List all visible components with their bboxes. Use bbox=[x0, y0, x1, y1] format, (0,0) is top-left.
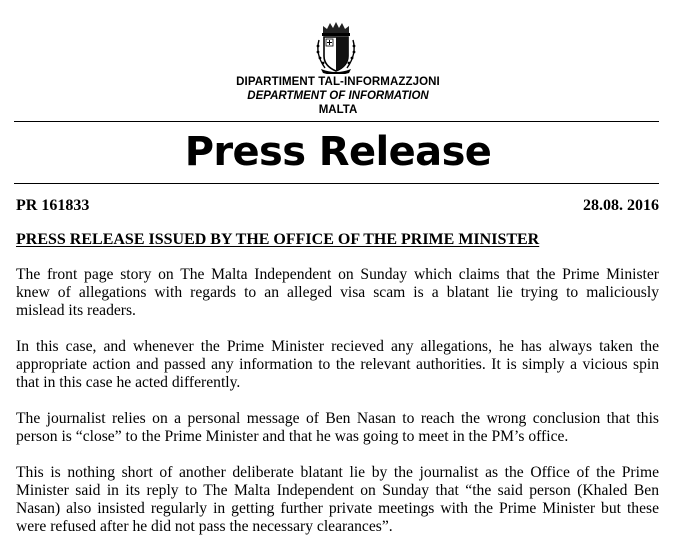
paragraph-2 bbox=[16, 338, 659, 392]
paragraph-line: person is “close” to the Prime Minister and that he was going to meet in the PM’s office. bbox=[16, 428, 569, 445]
paragraph-line: were refused after he did not pass the necessary clearances”. bbox=[16, 518, 393, 535]
press-release-number: PR 161833 bbox=[16, 197, 90, 214]
paragraph-line: This is nothing short of another deliberate blatant lie by the journalist as the Office of the Prime bbox=[16, 464, 659, 481]
paragraph-line: appropriate action and passed any information to the relevant authorities. It is simply a vicious spin bbox=[16, 356, 659, 373]
paragraph-line: mislead its readers. bbox=[16, 302, 136, 319]
paragraph-line: Minister said in its reply to The Malta Independent on Sunday that “the said person (Khaled Ben bbox=[16, 482, 659, 499]
malta-coat-of-arms-icon bbox=[311, 20, 361, 74]
paragraph-line: The journalist relies on a personal message of Ben Nasan to reach the wrong conclusion that this bbox=[16, 410, 659, 427]
paragraph-line: that in this case he acted differently. bbox=[16, 374, 241, 391]
paragraph-line: In this case, and whenever the Prime Minister recieved any allegations, he has always taken the bbox=[16, 338, 659, 355]
paragraph-line: The front page story on The Malta Independent on Sunday which claims that the Prime Minister bbox=[16, 266, 659, 283]
paragraph-line: knew of allegations with regards to an alleged visa scam is a blatant lie trying to maliciously bbox=[16, 284, 659, 301]
page-title: Press Release bbox=[184, 129, 492, 175]
department-name-english: DEPARTMENT OF INFORMATION bbox=[247, 90, 429, 102]
paragraph-3 bbox=[16, 410, 659, 446]
country-name: MALTA bbox=[318, 104, 358, 116]
header-rule-bottom bbox=[14, 183, 659, 184]
department-name-maltese: DIPARTIMENT TAL-INFORMAZZJONI bbox=[236, 76, 440, 88]
paragraph-line: Nasan) also insisted regularly in getting further private meetings with the Prime Minister but these bbox=[16, 500, 659, 517]
paragraph-1 bbox=[16, 266, 659, 320]
header-rule-top bbox=[14, 121, 659, 122]
release-heading: PRESS RELEASE ISSUED BY THE OFFICE OF THE PRIME MINISTER bbox=[16, 231, 540, 248]
press-release-date: 28.08. 2016 bbox=[583, 197, 659, 214]
paragraph-4 bbox=[16, 464, 659, 536]
